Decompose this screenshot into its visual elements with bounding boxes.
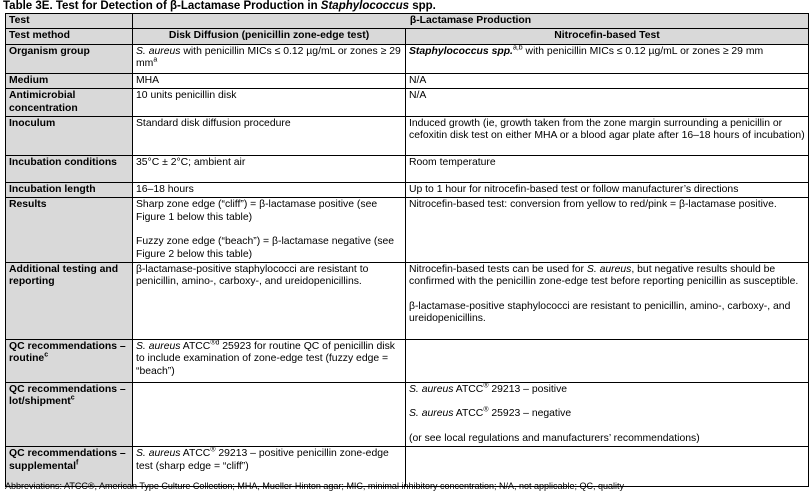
row-qc-lot-shipment xyxy=(6,383,809,447)
nitro-results: Nitrocefin-based test: conversion from yellow to red/pink = β-lactamase positive. xyxy=(406,198,809,263)
row-medium xyxy=(6,73,809,88)
label-results: Results xyxy=(6,198,133,263)
nitro-inoculum: Induced growth (ie, growth taken from the zone margin surrounding a penicillin or cefoxitin disk test on either MHA or a blood agar plate after 16–18 hours of incubation) xyxy=(406,117,809,156)
header-row-1 xyxy=(6,14,809,29)
disk-qc-supplemental: S. aureus ATCC® 29213 – positive penicillin zone-edge test (sharp edge = “cliff”) xyxy=(133,447,406,487)
row-incubation-conditions xyxy=(6,156,809,183)
label-inoculum: Inoculum xyxy=(6,117,133,156)
disk-antimicrobial: 10 units penicillin disk xyxy=(133,89,406,117)
title-genus: Staphylococcus xyxy=(320,0,409,12)
label-organism-group: Organism group xyxy=(6,44,133,73)
header-row-2 xyxy=(6,29,809,44)
row-incubation-length xyxy=(6,183,809,198)
nitro-antimicrobial: N/A xyxy=(406,89,809,117)
disk-qc-routine: S. aureus $ATCC^{®d}$ 25923 for routine QC of penicillin disk to include examination of zone-edge test (fuzzy edge = “beach”) xyxy=(133,340,406,383)
disk-incubation-conditions: 35°C ± 2°C; ambient air xyxy=(133,156,406,183)
label-antimicrobial: Antimicrobial concentration xyxy=(6,89,133,117)
header-test-method: Test method xyxy=(6,29,133,44)
nitro-organism-group: Staphylococcus spp.$^{a,b}$ with penicillin MICs ≤ 0.12 µg/mL or zones ≥ 29 mm xyxy=(406,44,809,73)
disk-qc-lot-shipment xyxy=(133,383,406,447)
row-inoculum xyxy=(6,117,809,156)
label-incubation-length: Incubation length xyxy=(6,183,133,198)
nitro-qc-routine xyxy=(406,340,809,383)
label-medium: Medium xyxy=(6,73,133,88)
nitro-qc-lot-shipment: S. aureus ATCC® 29213 – positive S. aureus ATCC® 25923 – negative (or see local regulations and manufacturers’ recommendations) xyxy=(406,383,809,447)
nitro-incubation-conditions: Room temperature xyxy=(406,156,809,183)
beta-lactamase-table xyxy=(5,13,809,487)
nitro-incubation-length: Up to 1 hour for nitrocefin-based test or follow manufacturer’s directions xyxy=(406,183,809,198)
header-nitrocefin: Nitrocefin-based Test xyxy=(406,29,809,44)
row-qc-routine xyxy=(6,340,809,383)
disk-medium: MHA xyxy=(133,73,406,88)
row-organism-group xyxy=(6,44,809,73)
header-beta-lactamase: β-Lactamase Production xyxy=(133,14,809,29)
disk-incubation-length: 16–18 hours xyxy=(133,183,406,198)
disk-results: Sharp zone edge (“cliff”) = β-lactamase positive (see Figure 1 below this table) Fuzzy zone edge (“beach”) = β-lactamase negative (see Figure 2 below this table) xyxy=(133,198,406,263)
label-qc-routine: QC recommendations – routine$^c$ xyxy=(6,340,133,383)
disk-additional-testing: β-lactamase-positive staphylococci are resistant to penicillin, amino-, carboxy-, and ureidopenicillins. xyxy=(133,263,406,340)
row-additional-testing xyxy=(6,263,809,340)
label-incubation-conditions: Incubation conditions xyxy=(6,156,133,183)
label-qc-lot-shipment: QC recommendations – lot/shipment$^c$ xyxy=(6,383,133,447)
nitro-additional-testing: Nitrocefin-based tests can be used for S. aureus, but negative results should be confirmed with the penicillin zone-edge test before reporting penicillin as susceptible. β-lactamase-positive staphylococci are resistant to penicillin, amino-, carboxy-, and ureidopenicillins. xyxy=(406,263,809,340)
row-results xyxy=(6,198,809,263)
label-qc-supplemental: QC recommendations – supplemental$^f$ xyxy=(6,447,133,487)
nitro-medium: N/A xyxy=(406,73,809,88)
table-title: Table 3E. Test for Detection of β-Lactamase Production in Staphylococcus spp. xyxy=(3,0,436,12)
disk-inoculum: Standard disk diffusion procedure xyxy=(133,117,406,156)
header-test: Test xyxy=(6,14,133,29)
row-antimicrobial xyxy=(6,89,809,117)
label-additional-testing: Additional testing and reporting xyxy=(6,263,133,340)
header-disk-diffusion: Disk Diffusion (penicillin zone-edge test) xyxy=(133,29,406,44)
footnote: Abbreviations: ATCC®, American Type Culture Collection; MHA, Mueller-Hinton agar; MIC, minimal inhibitory concentration; N/A, not applicable; QC, quality xyxy=(5,481,625,491)
disk-organism-group: S. aureus with penicillin MICs ≤ 0.12 µg/mL or zones ≥ 29 $mm^a$ xyxy=(133,44,406,73)
